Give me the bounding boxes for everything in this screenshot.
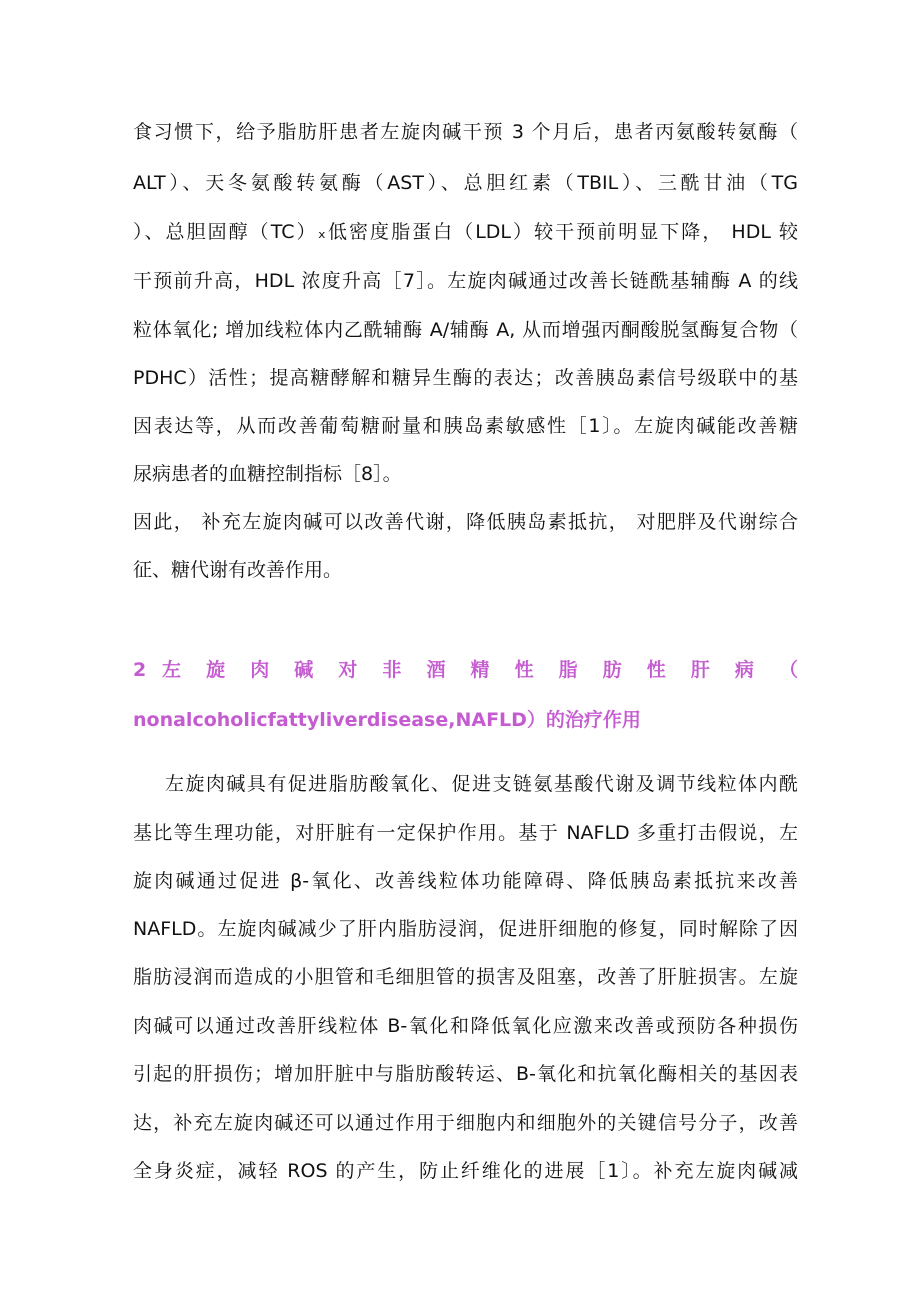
paragraph-1-line-5: 粒体氧化; 增加线粒体内乙酰辅酶 A/辅酶 A, 从而增强丙酮酸脱氢酶复合物（ xyxy=(133,319,798,341)
section-heading-line-2: nonalcoholicfattyliverdisease,NAFLD）的治疗作用 xyxy=(133,709,641,731)
paragraph-3-line-5: 脂肪浸润而造成的小胆管和毛细胆管的损害及阻塞，改善了肝脏损害。左旋 xyxy=(133,966,798,988)
paragraph-2-line-1: 因此， 补充左旋肉碱可以改善代谢，降低胰岛素抵抗， 对肥胖及代谢综合 xyxy=(133,511,798,533)
section-heading-line-1: 2 左 旋 肉 碱 对 非 酒 精 性 脂 肪 性 肝 病 （ xyxy=(133,659,798,681)
paragraph-3-line-6: 肉碱可以通过改善肝线粒体 B-氧化和降低氧化应激来改善或预防各种损伤 xyxy=(133,1015,798,1037)
paragraph-1-line-6: PDHC）活性；提高糖酵解和糖异生酶的表达；改善胰岛素信号级联中的基 xyxy=(133,367,798,389)
paragraph-1-line-3: ）、总胆固醇（TC）ₓ低密度脂蛋白（LDL）较干预前明显下降， HDL 较 xyxy=(133,221,798,243)
paragraph-1-line-1: 食习惯下，给予脂肪肝患者左旋肉碱干预 3 个月后，患者丙氨酸转氨酶（ xyxy=(133,121,798,143)
paragraph-1-line-2: ALT）、天冬氨酸转氨酶（AST）、总胆红素（TBIL）、三酰甘油（TG xyxy=(133,172,798,194)
paragraph-3-line-4: NAFLD。左旋肉碱减少了肝内脂肪浸润，促进肝细胞的修复，同时解除了因 xyxy=(133,918,798,940)
paragraph-3-line-9: 全身炎症，减轻 ROS 的产生，防止纤维化的进展［1〕。补充左旋肉碱减 xyxy=(133,1160,798,1182)
paragraph-3-line-1: 左旋肉碱具有促进脂肪酸氧化、促进支链氨基酸代谢及调节线粒体内酰 xyxy=(165,773,798,795)
paragraph-3-line-8: 达，补充左旋肉碱还可以通过作用于细胞内和细胞外的关键信号分子，改善 xyxy=(133,1112,798,1134)
paragraph-3-line-3: 旋肉碱通过促进 β-氧化、改善线粒体功能障碍、降低胰岛素抵抗来改善 xyxy=(133,870,798,892)
paragraph-3-line-7: 引起的肝损伤；增加肝脏中与脂肪酸转运、B-氧化和抗氧化酶相关的基因表 xyxy=(133,1063,798,1085)
paragraph-1-line-7: 因表达等，从而改善葡萄糖耐量和胰岛素敏感性［1〕。左旋肉碱能改善糖 xyxy=(133,415,798,437)
paragraph-2-line-2: 征、糖代谢有改善作用。 xyxy=(133,559,343,581)
paragraph-3-line-2: 基比等生理功能，对肝脏有一定保护作用。基于 NAFLD 多重打击假说，左 xyxy=(133,822,798,844)
paragraph-1-line-8: 尿病患者的血糖控制指标［8］。 xyxy=(133,463,402,485)
paragraph-1-line-4: 干预前升高，HDL 浓度升高［7］。左旋肉碱通过改善长链酰基辅酶 A 的线 xyxy=(133,270,798,292)
